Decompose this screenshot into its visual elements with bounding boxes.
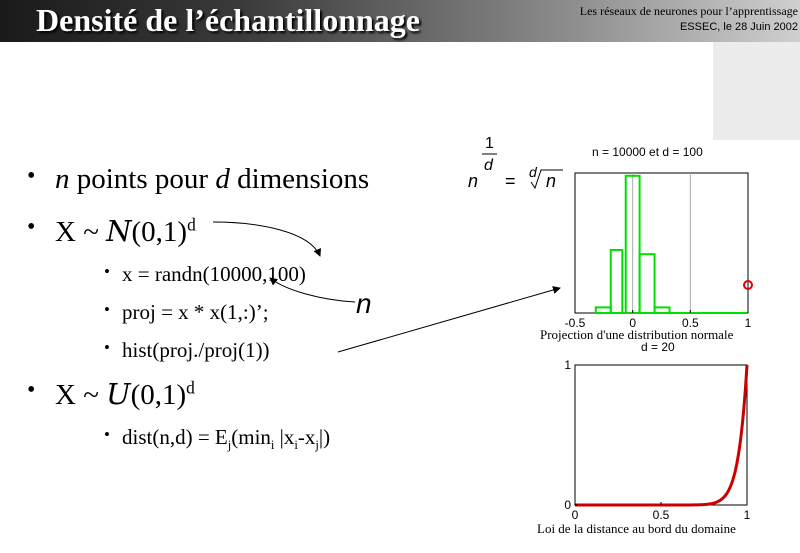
- formula-part: |x: [274, 425, 295, 449]
- x-tick-label: 0.5: [681, 316, 699, 330]
- x-tick-label: 1: [743, 508, 751, 522]
- subscript: j: [315, 438, 319, 453]
- formula-part: (min: [231, 425, 271, 449]
- bullet-dot: •: [27, 163, 36, 189]
- bullet-text: X ~: [55, 216, 107, 248]
- arrow-n-to-randn: [270, 278, 355, 302]
- bullet-text: (0,1): [130, 379, 187, 411]
- code-text: x = randn(10000,100): [122, 262, 306, 286]
- slide-title: Densité de l’échantillonnage: [36, 2, 420, 38]
- bullet-dot: •: [104, 262, 110, 281]
- header-date: ESSEC, le 28 Juin 2002: [679, 21, 798, 33]
- n-annotation: n: [356, 288, 372, 319]
- fraction-denominator: d: [484, 157, 493, 174]
- x-tick-label: 1: [744, 316, 752, 330]
- histogram-bar: [611, 250, 623, 313]
- normal-symbol: N: [106, 214, 132, 248]
- x-tick-label: 0: [629, 316, 637, 330]
- chart2-caption: Loi de la distance au bord du domaine: [537, 521, 736, 536]
- subscript: j: [227, 438, 232, 453]
- uniform-symbol: U: [106, 377, 131, 411]
- bullet-text: dimensions: [229, 163, 370, 195]
- formula-equals: =: [505, 171, 516, 191]
- x-tick-label: -0.5: [564, 316, 586, 330]
- histogram-chart: [560, 160, 790, 335]
- x-tick-label: 0: [571, 508, 579, 522]
- distance-curve: [575, 365, 747, 505]
- bullet-text: points pour: [69, 163, 216, 195]
- formula-part: |): [318, 425, 331, 449]
- chart1-title: n = 10000 et d = 100: [592, 145, 703, 159]
- radicand: n: [546, 171, 557, 191]
- bullet-dot: •: [104, 425, 110, 444]
- var-n: n: [55, 163, 70, 195]
- superscript-d: d: [187, 214, 196, 235]
- histogram-bar: [655, 307, 670, 313]
- code-text: proj = x * x(1,:)’;: [122, 300, 269, 324]
- chart2-title: d = 20: [641, 340, 675, 354]
- root-index: d: [529, 164, 537, 180]
- arrow-d-to-n: [213, 222, 320, 256]
- distance-chart: [555, 355, 775, 525]
- bullet-dot: •: [27, 377, 36, 403]
- bullet-dot: •: [104, 338, 110, 357]
- plot-frame: [575, 365, 747, 505]
- chart1-caption: Projection d'une distribution normale: [540, 327, 734, 342]
- bullet-text: (0,1): [131, 216, 188, 248]
- x-tick-label: 0.5: [652, 508, 670, 522]
- histogram-bar: [596, 307, 611, 313]
- fraction-numerator: 1: [485, 135, 494, 152]
- formula-base: n: [468, 171, 479, 191]
- header-course: Les réseaux de neurones pour l’apprentissage: [579, 4, 798, 18]
- formula-part: -x: [297, 425, 316, 449]
- y-tick-label: 0: [564, 498, 571, 512]
- formula-part: dist(n,d) = E: [122, 425, 228, 449]
- y-tick-label: 1: [564, 358, 571, 372]
- histogram-bar: [640, 254, 655, 313]
- var-d: d: [215, 163, 230, 195]
- bullet-dot: •: [27, 214, 36, 240]
- root-formula: [465, 132, 565, 192]
- bullet-text: X ~: [55, 379, 107, 411]
- plot-frame: [575, 173, 748, 313]
- code-text: hist(proj./proj(1)): [122, 338, 270, 362]
- subscript: i: [294, 438, 298, 453]
- bullet-dot: •: [104, 300, 110, 319]
- subscript: i: [270, 438, 275, 453]
- superscript-d: d: [186, 377, 195, 398]
